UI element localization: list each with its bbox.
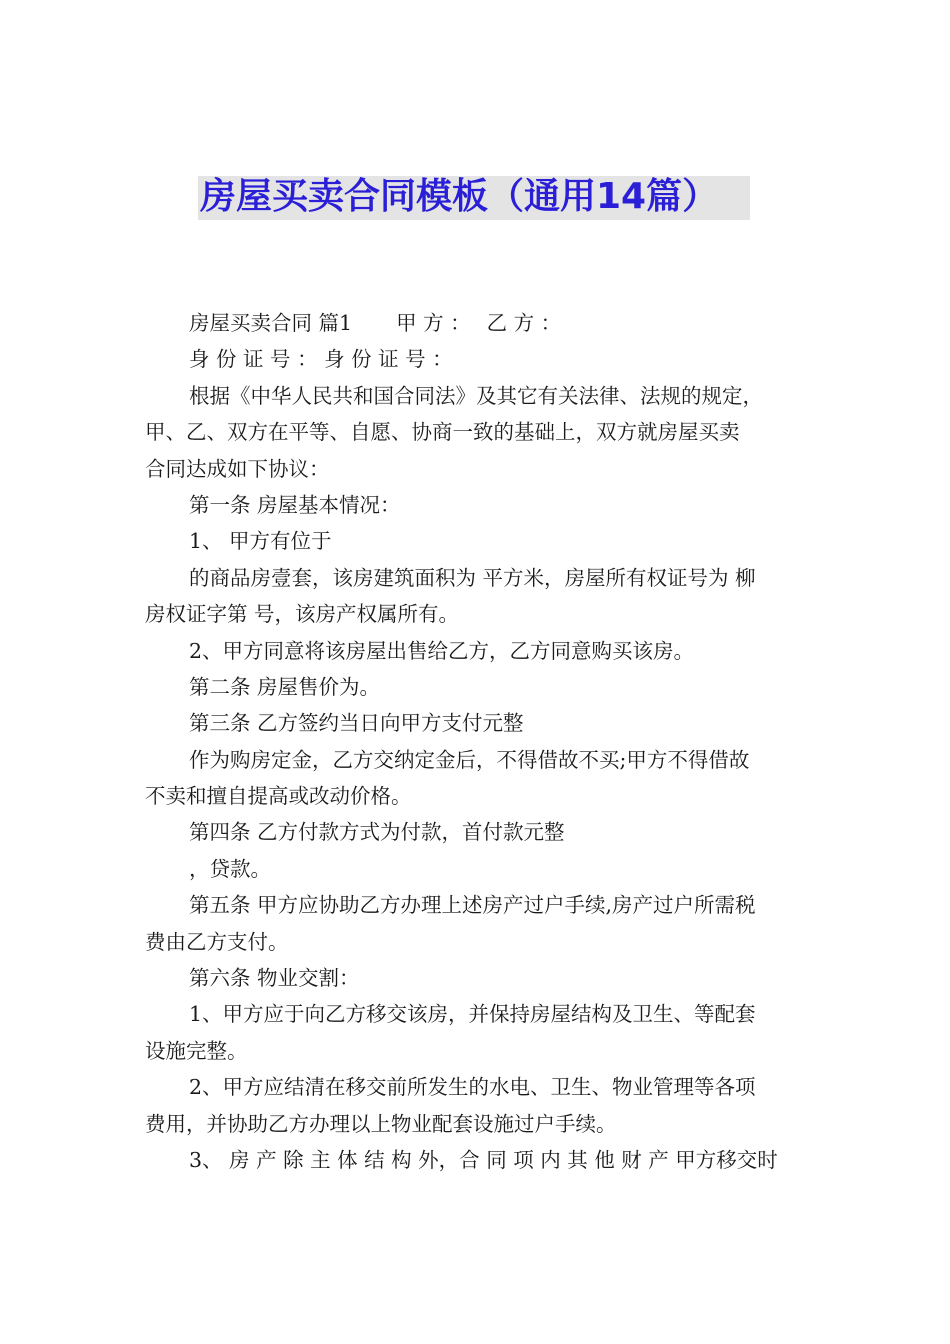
paragraph-line: 1、 甲方有位于 (189, 529, 332, 554)
paragraph-line (145, 341, 810, 377)
paragraph-line: 费用，并协助乙方办理以上物业配套设施过户手续。 (145, 1111, 617, 1136)
paragraph-line: 2、甲方应结清在移交前所发生的水电、卫生、物业管理等各项 (189, 1075, 756, 1100)
paragraph-line: 的商品房壹套，该房建筑面积为 平方米，房屋所有权证号为 柳 (189, 565, 756, 590)
paragraph-line: 3、 房 产 除 主 体 结 构 外，合 同 项 内 其 他 财 产 甲方移交时 (189, 1147, 778, 1172)
article-heading: 第一条 房屋基本情况： (189, 492, 401, 517)
paragraph-line: 房权证字第 号，该房产权属所有。 (145, 602, 460, 627)
article-heading: 第六条 物业交割： (189, 966, 360, 991)
party-a-label: 甲 方 ： (396, 311, 471, 335)
paragraph-line: 合同达成如下协议： (145, 456, 330, 481)
paragraph-line (145, 305, 810, 341)
article-heading: 第三条 乙方签约当日向甲方支付元整 (189, 711, 524, 736)
article-heading: 第五条 甲方应协助乙方办理上述房产过户手续,房产过户所需税 (189, 893, 756, 918)
paragraph-line: 1、甲方应于向乙方移交该房，并保持房屋结构及卫生、等配套 (189, 1002, 756, 1027)
article-heading: 第二条 房屋售价为。 (189, 674, 381, 699)
contract-heading: 房屋买卖合同 篇1 (189, 311, 353, 335)
paragraph-line: 2、甲方同意将该房屋出售给乙方，乙方同意购买该房。 (189, 638, 695, 663)
document-body (145, 305, 810, 1178)
paragraph-line: 费由乙方支付。 (145, 929, 289, 954)
paragraph-line: 不卖和擅自提高或改动价格。 (145, 784, 412, 809)
paragraph-line: 作为购房定金，乙方交纳定金后，不得借故不买;甲方不得借故 (189, 747, 750, 772)
paragraph-line: 甲、乙、双方在平等、自愿、协商一致的基础上，双方就房屋买卖 (145, 420, 740, 445)
document-title: 房屋买卖合同模板（通用14篇） (200, 176, 719, 217)
article-heading: 第四条 乙方付款方式为付款，首付款元整 (189, 820, 565, 845)
id-number-labels: 身 份 证 号 ： 身 份 证 号 ： (189, 347, 453, 372)
paragraph-line: ，贷款。 (189, 856, 271, 881)
paragraph-line: 设施完整。 (145, 1038, 248, 1063)
paragraph-line: 根据《中华人民共和国合同法》及其它有关法律、法规的规定， (189, 383, 763, 408)
party-b-label: 乙 方 ： (486, 311, 562, 335)
